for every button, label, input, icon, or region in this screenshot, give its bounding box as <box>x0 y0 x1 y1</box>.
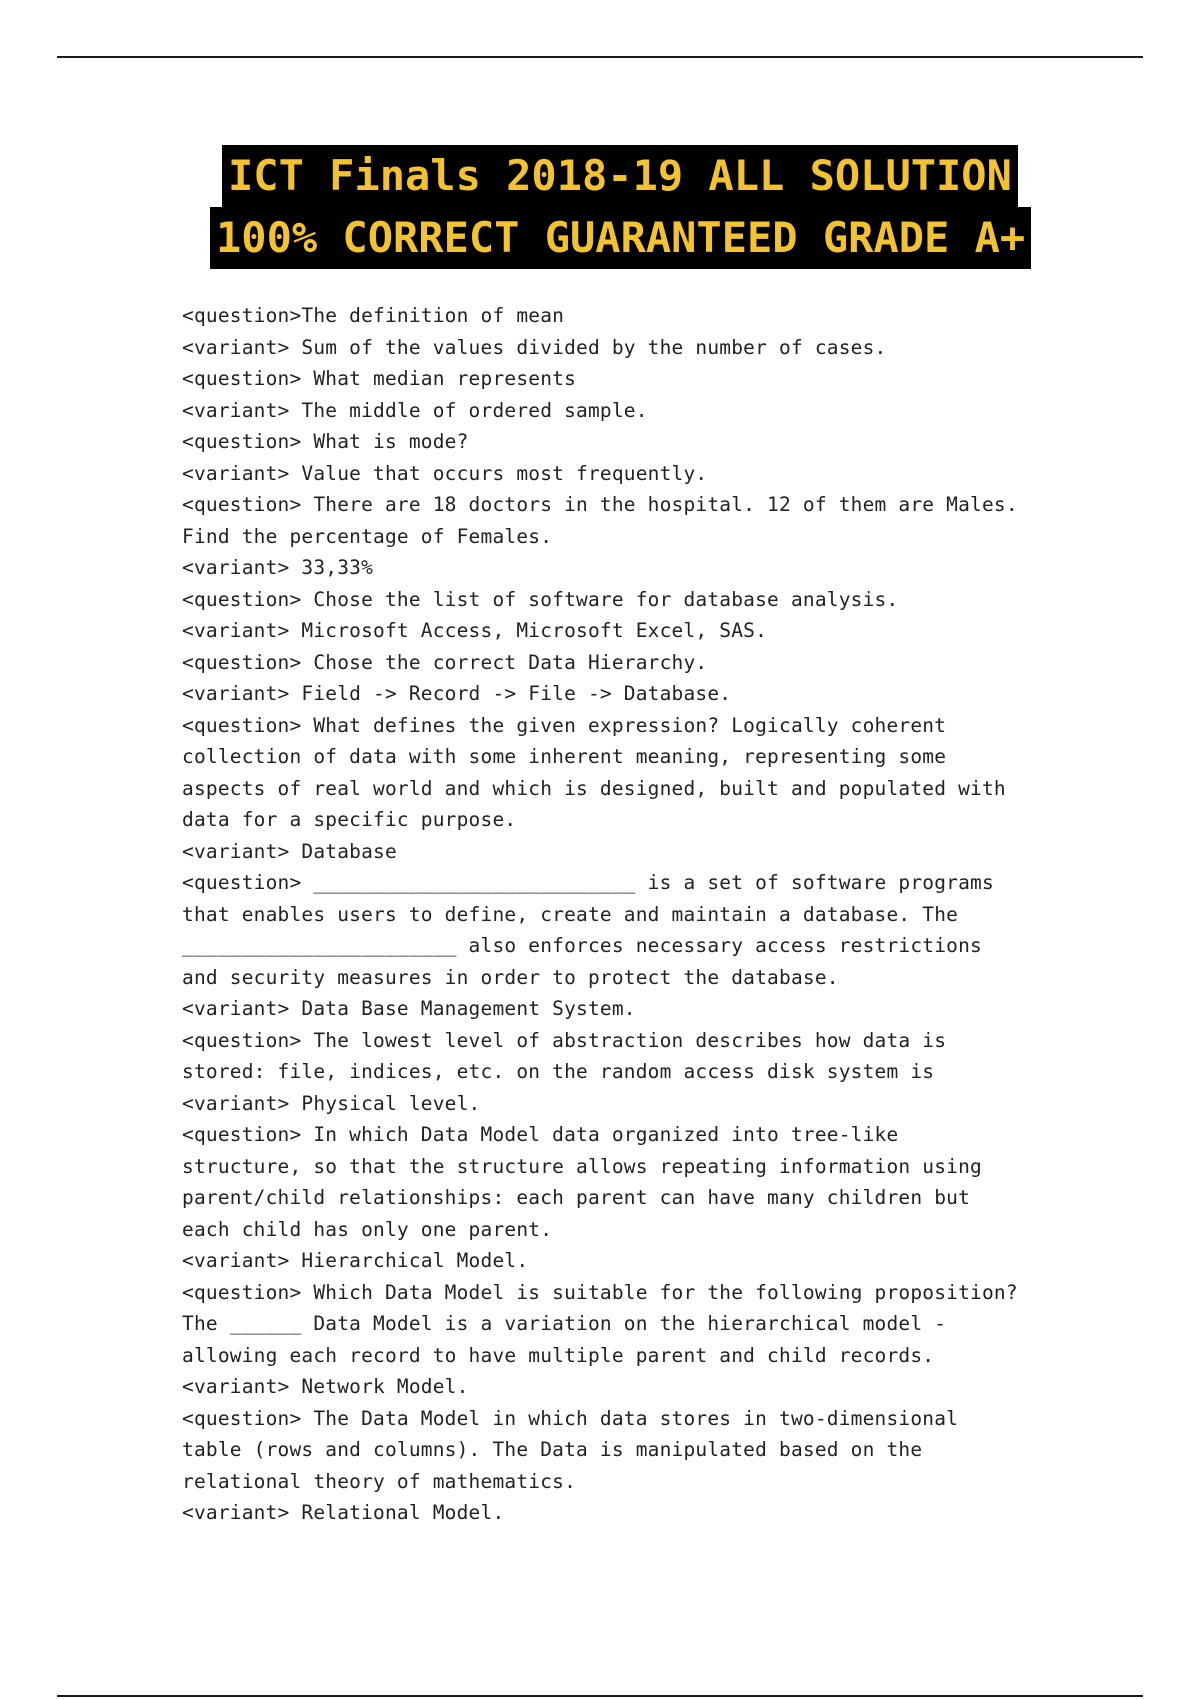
question-line: <question> The lowest level of abstraction describes how data is <box>182 1028 947 1052</box>
bottom-divider <box>57 1695 1143 1697</box>
continuation-line: table (rows and columns). The Data is manipulated based on the <box>182 1438 923 1461</box>
question-line: <question> Chose the list of software for database analysis. <box>182 587 899 611</box>
continuation-line: aspects of real world and which is designed, built and populated with <box>182 776 1006 800</box>
variant-line: <variant> Database <box>182 839 397 863</box>
continuation-line: structure, so that the structure allows repeating information using <box>182 1154 982 1178</box>
variant-line: <variant> Data Base Management System. <box>182 997 636 1020</box>
continuation-line: Find the percentage of Females. <box>182 524 553 548</box>
question-line: <question> What median represents <box>182 367 577 390</box>
continuation-line: and security measures in order to protect the database. <box>182 965 839 989</box>
continuation-line: relational theory of mathematics. <box>182 1469 577 1493</box>
variant-line: <variant> Network Model. <box>182 1375 469 1398</box>
variant-line: <variant> The middle of ordered sample. <box>182 398 648 422</box>
continuation-line: _______________________ also enforces necessary access restrictions <box>182 934 982 957</box>
question-line: <question> The Data Model in which data stores in two-dimensional <box>182 1406 959 1430</box>
continuation-line: data for a specific purpose. <box>182 808 517 831</box>
variant-line: <variant> Relational Model. <box>182 1501 505 1524</box>
continuation-line: each child has only one parent. <box>182 1217 553 1241</box>
title-line-1: ICT Finals 2018-19 ALL SOLUTION <box>222 145 1018 207</box>
continuation-line: allowing each record to have multiple parent and child records. <box>182 1343 935 1367</box>
title-line-2: 100% CORRECT GUARANTEED GRADE A+ <box>210 207 1031 269</box>
question-line: <question>The definition of mean <box>182 304 565 327</box>
question-line: <question> ___________________________ is a set of software programs <box>182 871 994 894</box>
question-line: <question> What defines the given expression? Logically coherent <box>182 713 947 737</box>
question-line: <question> In which Data Model data organized into tree-like <box>182 1123 899 1146</box>
continuation-line: The ______ Data Model is a variation on the hierarchical model - <box>182 1312 947 1335</box>
variant-line: <variant> Physical level. <box>182 1091 481 1115</box>
variant-line: <variant> Value that occurs most frequently. <box>182 461 708 485</box>
variant-line: <variant> Microsoft Access, Microsoft Excel, SAS. <box>182 619 768 642</box>
variant-line: <variant> Hierarchical Model. <box>182 1249 529 1272</box>
continuation-line: stored: file, indices, etc. on the random access disk system is <box>182 1060 935 1083</box>
question-line: <question> What is mode? <box>182 430 469 453</box>
question-answer-list <box>182 300 1062 1529</box>
variant-line: <variant> Sum of the values divided by the number of cases. <box>182 335 887 359</box>
top-divider <box>57 56 1143 58</box>
variant-line: <variant> Field -> Record -> File -> Database. <box>182 682 732 705</box>
question-line: <question> Which Data Model is suitable for the following proposition? <box>182 1280 1018 1304</box>
continuation-line: that enables users to define, create and maintain a database. The <box>182 902 959 926</box>
question-line: <question> There are 18 doctors in the hospital. 12 of them are Males. <box>182 493 1018 516</box>
continuation-line: collection of data with some inherent meaning, representing some <box>182 745 947 768</box>
document-title <box>0 145 1200 269</box>
question-line: <question> Chose the correct Data Hierarchy. <box>182 650 708 674</box>
continuation-line: parent/child relationships: each parent can have many children but <box>182 1186 971 1209</box>
variant-line: <variant> 33,33% <box>182 556 374 579</box>
